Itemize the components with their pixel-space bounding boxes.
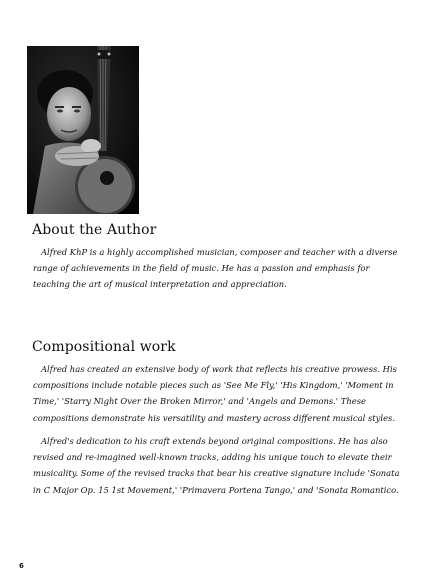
about-author-paragraph: Alfred KhP is a highly accomplished musician, composer and teacher with a diverse range of achievements in the field of music. He has a passion and emphasis for teaching the art of musical interpretation and appreciation. <box>33 247 398 290</box>
compositional-work-heading: Compositional work <box>32 339 176 355</box>
page-number: 6 <box>19 562 24 570</box>
about-author-heading: About the Author <box>32 222 157 238</box>
compositional-work-paragraph-1: Alfred has created an extensive body of work that reflects his creative prowess. His compositions include notable pieces such as 'See Me Fly,' 'His Kingdom,' 'Moment in Time,' 'Starry Night Over the Broken Mirror,' and 'Angels and Demons.' These compositions demonstrate his versatility and mastery across different musical styles. <box>33 364 397 423</box>
compositional-work-paragraph-2: Alfred's dedication to his craft extends beyond original compositions. He has also revised and re-imagined well-known tracks, adding his unique touch to elevate their musicality. Some of the revised tracks that bear his creative signature include 'Sonata in C Major Op. 15 1st Movement,' 'Primavera Portena Tango,' and 'Sonata Romantico. <box>33 436 400 495</box>
author-photo-image <box>27 46 139 214</box>
author-photo <box>27 46 139 214</box>
